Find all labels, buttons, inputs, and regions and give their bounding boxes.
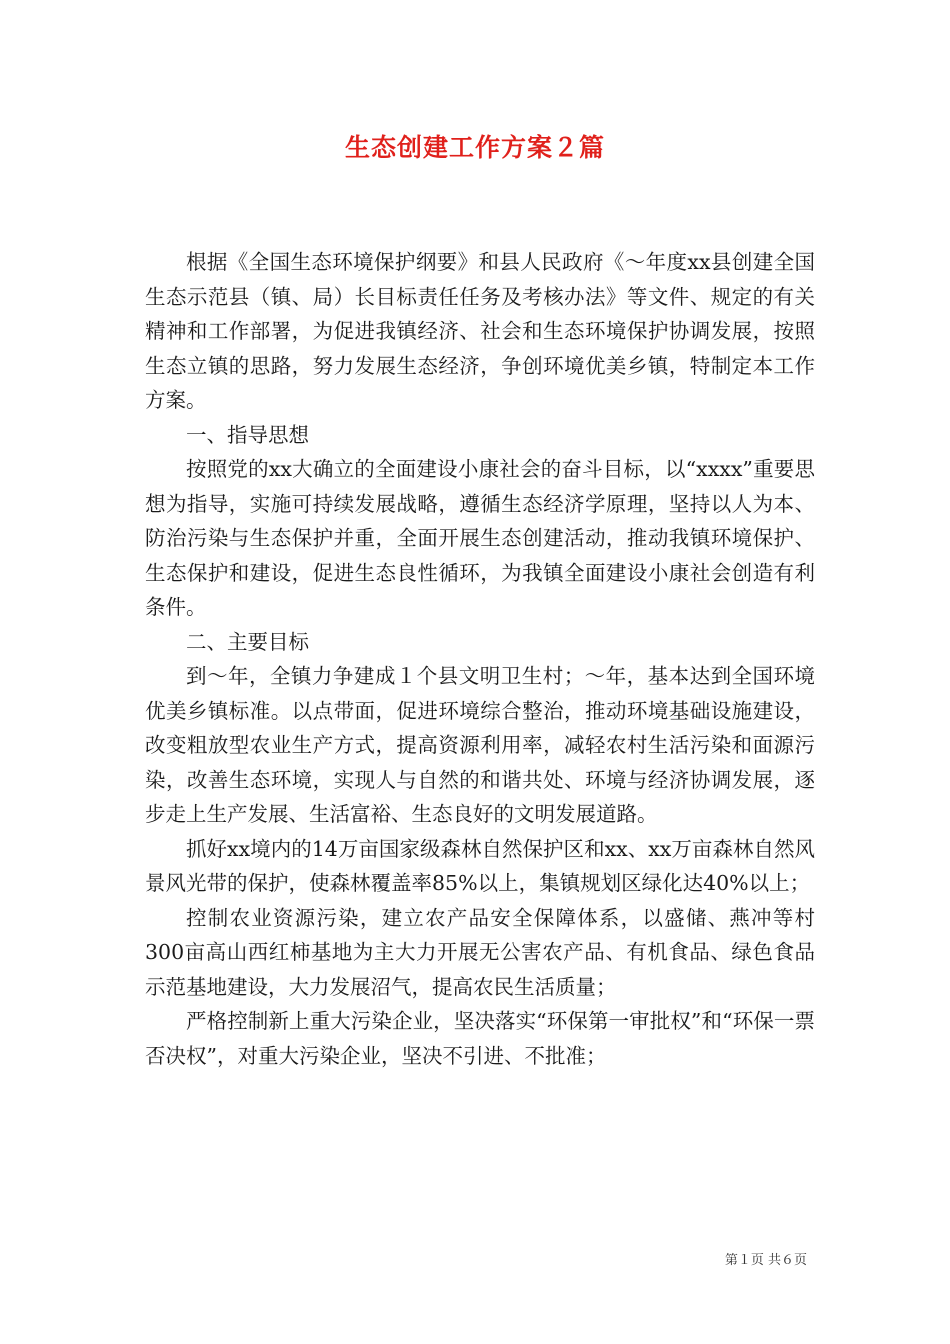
paragraph-guiding-ideology: 按照党的xx大确立的全面建设小康社会的奋斗目标，以“xxxx”重要思想为指导，实施可持续发展战略，遵循生态经济学原理，坚持以人为本、防治污染与生态保护并重，全面开展生态创建活动，推动我镇环境保护、生态保护和建设，促进生态良性循环，为我镇全面建设小康社会创造有利条件。	[145, 457, 815, 619]
section-heading-guiding-ideology: 一、指导思想	[186, 422, 309, 447]
document-body	[145, 245, 815, 1073]
paragraph-pollution-control: 严格控制新上重大污染企业，坚决落实“环保第一审批权”和“环保一票否决权”，对重大污染企业，坚决不引进、不批准；	[145, 1009, 815, 1068]
document-title: 生态创建工作方案２篇	[344, 133, 605, 162]
paragraph-agricultural-pollution: 控制农业资源污染，建立农产品安全保障体系，以盛储、燕冲等村300亩高山西红柿基地为主大力开展无公害农产品、有机食品、绿色食品示范基地建设，大力发展沼气，提高农民生活质量；	[145, 905, 815, 999]
paragraph-intro: 根据《全国生态环境保护纲要》和县人民政府《～年度xx县创建全国生态示范县（镇、局）长目标责任任务及考核办法》等文件、规定的有关精神和工作部署，为促进我镇经济、社会和生态环境保护协调发展，按照生态立镇的思路，努力发展生态经济，争创环境优美乡镇，特制定本工作方案。	[145, 250, 815, 412]
paragraph-forest-protection: 抓好xx境内的14万亩国家级森林自然保护区和xx、xx万亩森林自然风景风光带的保护，使森林覆盖率85%以上，集镇规划区绿化达40%以上；	[145, 836, 815, 895]
section-heading-main-goals: 二、主要目标	[186, 629, 309, 654]
paragraph-main-goals: 到～年，全镇力争建成１个县文明卫生村；～年，基本达到全国环境优美乡镇标准。以点带面，促进环境综合整治，推动环境基础设施建设，改变粗放型农业生产方式，提高资源利用率，减轻农村生活污染和面源污染，改善生态环境，实现人与自然的和谐共处、环境与经济协调发展，逐步走上生产发展、生活富裕、生态良好的文明发展道路。	[145, 664, 815, 826]
page-number-footer: 第１页 共６页	[724, 1253, 807, 1268]
